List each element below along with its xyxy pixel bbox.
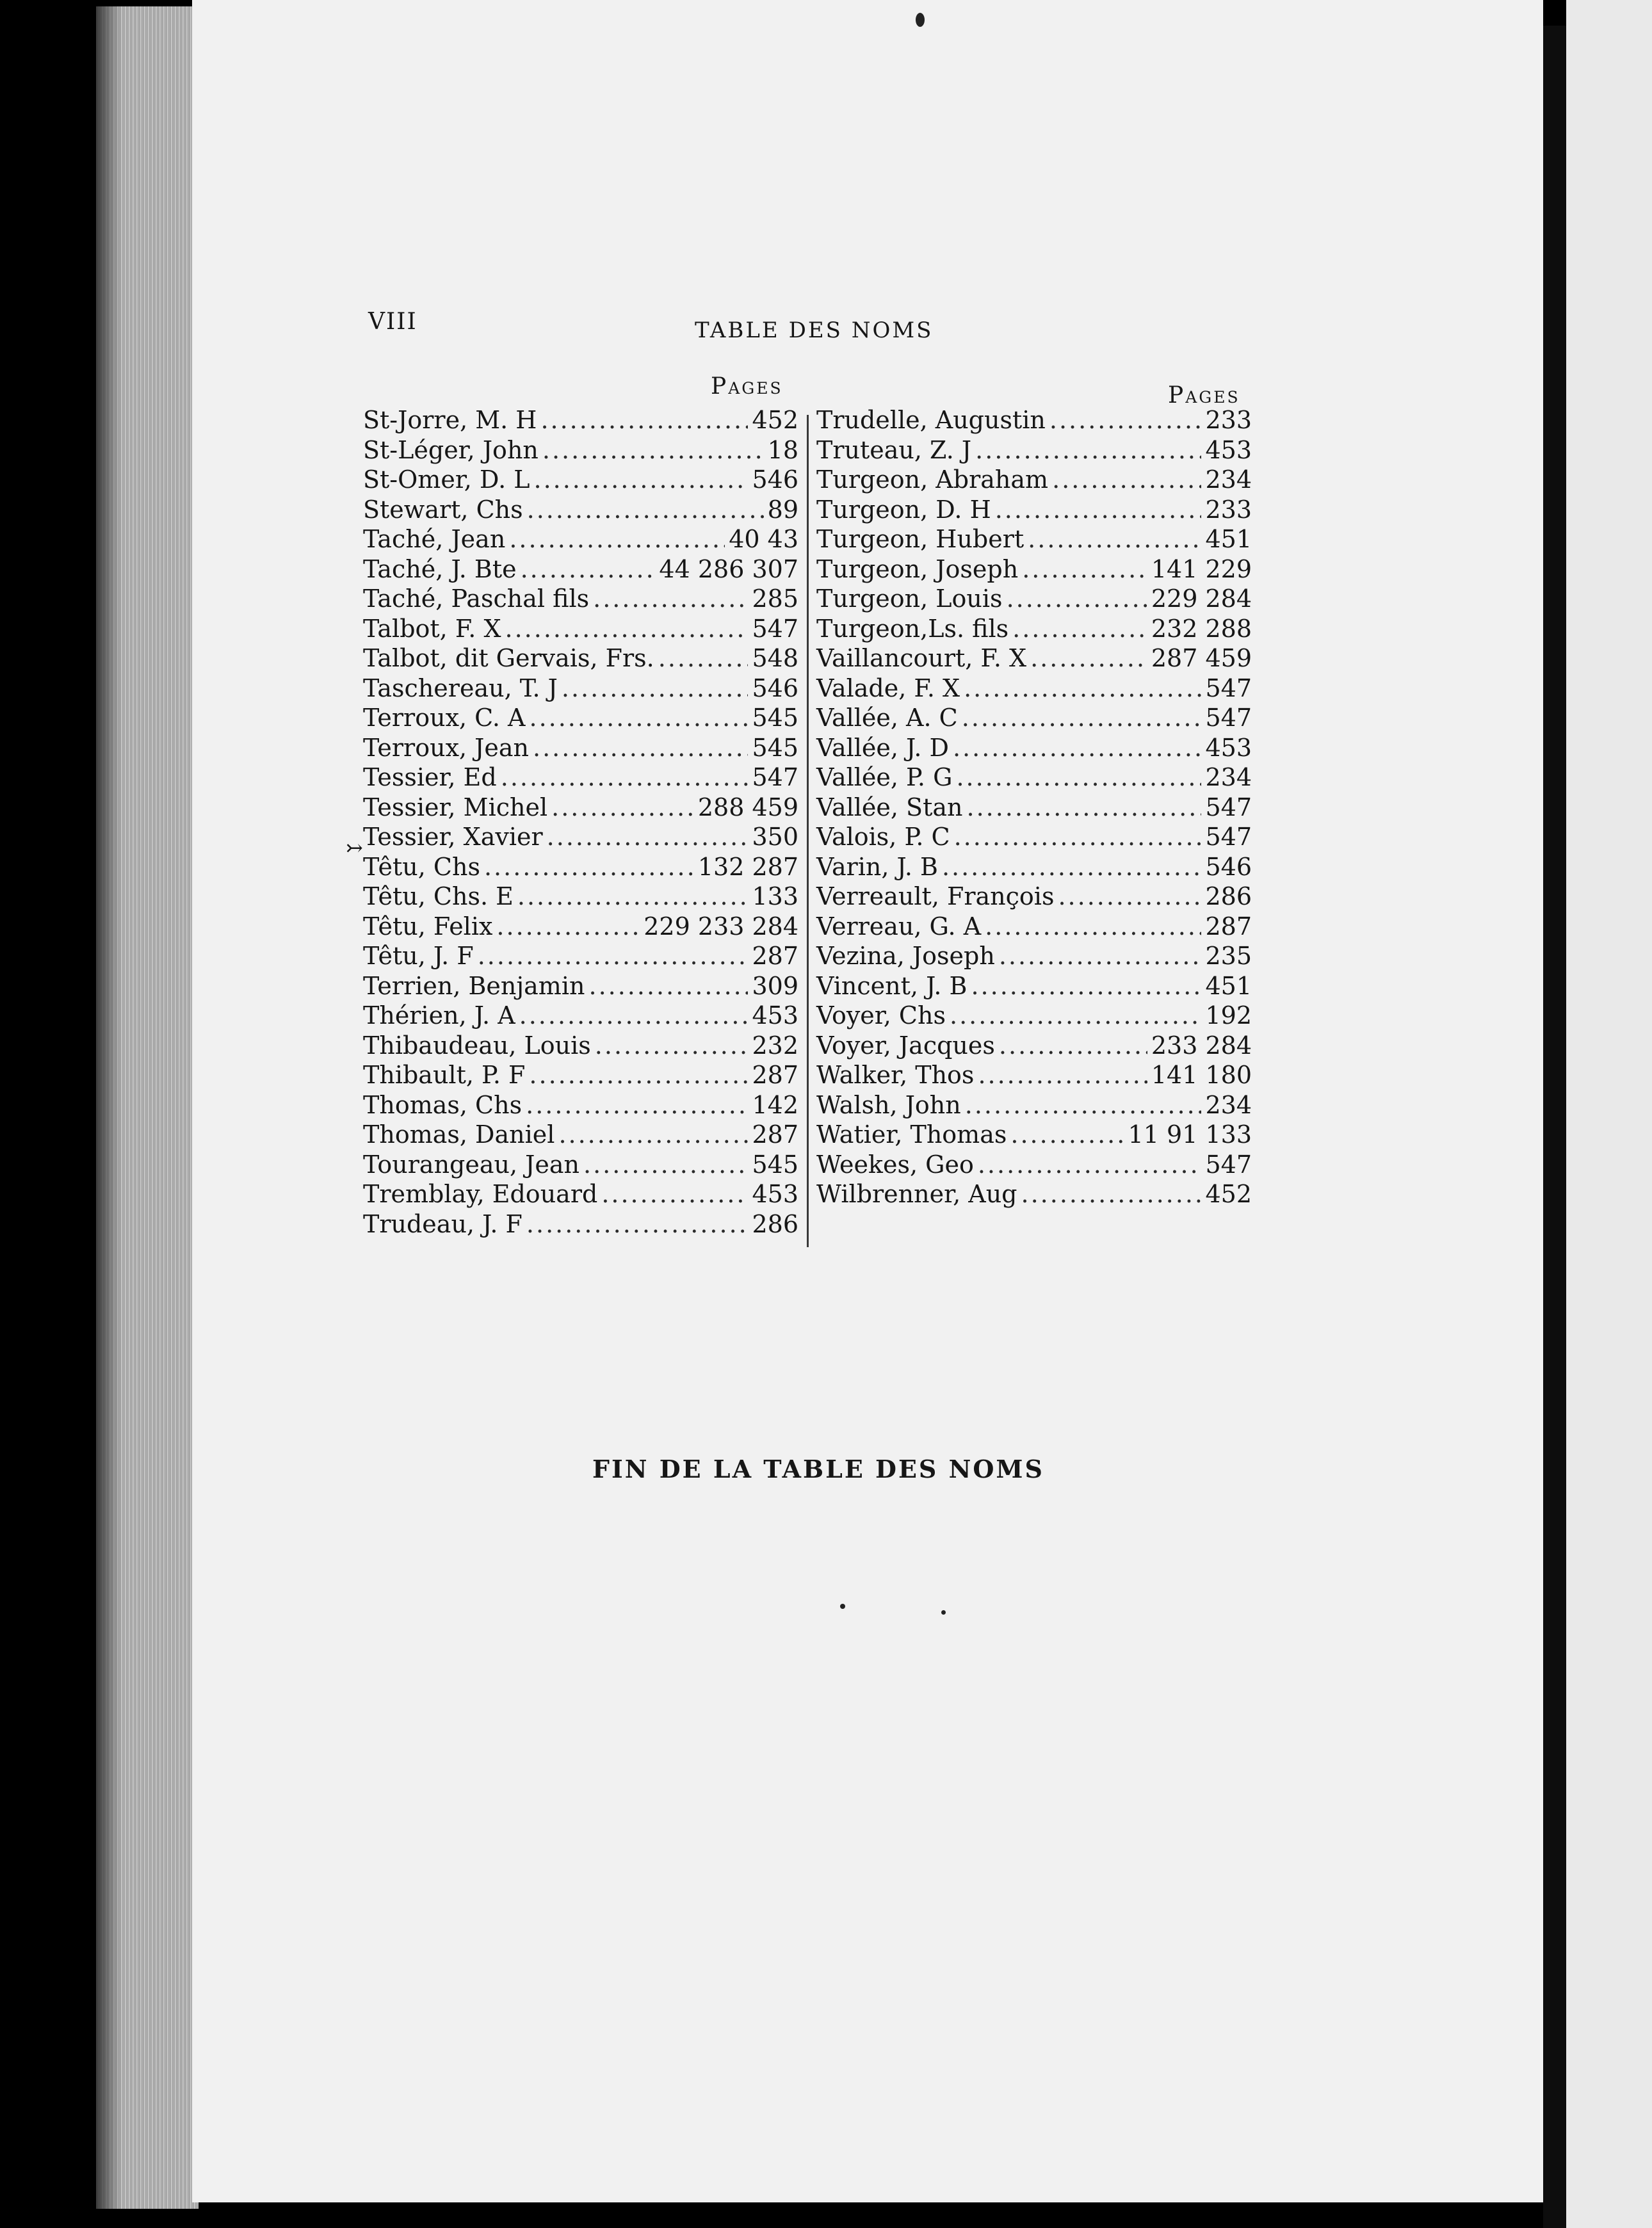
leader-dots (529, 703, 748, 733)
leader-dots (1030, 643, 1147, 674)
entry-pages: 18 (767, 435, 798, 464)
entry-name: Vallée, P. G (816, 763, 953, 791)
entry-name: Terroux, Jean (363, 733, 530, 762)
entry-pages: 309 (752, 971, 798, 1000)
column-divider (807, 415, 809, 1247)
entry-pages: 453 (752, 1001, 798, 1029)
entry-pages: 453 (1205, 733, 1252, 762)
entry-name: Thomas, Daniel (363, 1120, 555, 1149)
entry-name: Trudeau, J. F (363, 1209, 522, 1238)
entry-name: Varin, J. B (816, 852, 938, 881)
entry-pages: 453 (1205, 435, 1252, 464)
leader-dots (542, 435, 764, 465)
entry-pages: 234 (1205, 1090, 1252, 1119)
entry-pages: 547 (1205, 674, 1252, 702)
index-entry (363, 1120, 798, 1150)
entry-pages: 234 (1205, 465, 1252, 494)
entry-pages: 233 (1205, 406, 1252, 434)
entry-pages: 286 (1205, 882, 1252, 910)
entry-pages: 229 284 (1151, 585, 1252, 613)
index-entry (816, 554, 1252, 585)
entry-name: Turgeon, D. H (816, 495, 991, 524)
entry-pages: 451 (1205, 971, 1252, 1000)
index-entry (363, 882, 798, 912)
entry-name: Weekes, Geo (816, 1150, 974, 1179)
index-entry (816, 763, 1252, 793)
index-entry (816, 852, 1252, 882)
entry-name: Verreau, G. A (816, 912, 982, 940)
leader-dots (519, 1001, 749, 1031)
leader-dots (978, 1060, 1147, 1090)
leader-dots (595, 1031, 749, 1061)
entry-pages: 546 (752, 674, 798, 702)
leader-dots (995, 495, 1202, 525)
index-entry (816, 643, 1252, 674)
entry-pages: 192 (1205, 1001, 1252, 1029)
index-entry (363, 822, 798, 852)
ink-speck (941, 1610, 946, 1615)
index-entry (363, 793, 798, 823)
entry-name: Trudelle, Augustin (816, 406, 1046, 434)
entry-pages: 235 (1205, 942, 1252, 970)
entry-name: Vaillancourt, F. X (816, 644, 1027, 672)
entry-pages: 141 229 (1151, 554, 1252, 583)
running-head-title: TABLE DES NOMS (695, 318, 934, 343)
leader-dots (540, 405, 748, 435)
leader-dots (1028, 524, 1201, 554)
entry-name: Watier, Thomas (816, 1120, 1007, 1149)
entry-name: Vallée, J. D (816, 733, 949, 762)
entry-name: Taché, J. Bte (363, 554, 517, 583)
closing-title: FIN DE LA TABLE DES NOMS (592, 1455, 1044, 1483)
index-entry (816, 1001, 1252, 1031)
entry-name: Terrien, Benjamin (363, 971, 585, 1000)
entry-name: Thibaudeau, Louis (363, 1031, 591, 1060)
entry-pages: 142 (752, 1090, 798, 1119)
entry-name: Verreault, François (816, 882, 1055, 910)
entry-name: Walsh, John (816, 1090, 961, 1119)
entry-name: Têtu, J. F (363, 942, 474, 970)
entry-name: Thérien, J. A (363, 1001, 515, 1029)
facing-page-sliver (1566, 0, 1652, 2228)
index-entry (816, 703, 1252, 733)
index-entry (363, 614, 798, 644)
index-entry (816, 584, 1252, 614)
entry-name: Talbot, dit Gervais, Frs. (363, 644, 654, 672)
index-entry (816, 524, 1252, 554)
entry-name: Walker, Thos (816, 1061, 975, 1089)
leader-dots (593, 584, 748, 614)
index-entry (363, 941, 798, 971)
pages-column-label-left: Pages (711, 373, 783, 400)
entry-name: Taschereau, T. J (363, 674, 558, 702)
entry-name: St-Léger, John (363, 435, 539, 464)
entry-name: Vallée, Stan (816, 793, 963, 821)
leader-dots (1012, 614, 1147, 644)
leader-dots (496, 912, 640, 942)
leader-dots (954, 822, 1202, 852)
entry-pages: 547 (1205, 793, 1252, 821)
index-entry (363, 584, 798, 614)
entry-name: Taché, Paschal fils (363, 585, 590, 613)
index-entry (363, 1150, 798, 1180)
index-entry (816, 822, 1252, 852)
ink-speck (916, 13, 925, 27)
entry-name: Turgeon, Joseph (816, 554, 1019, 583)
index-entry (363, 1090, 798, 1120)
leader-dots (1022, 554, 1147, 585)
entry-pages: 234 (1205, 763, 1252, 791)
leader-dots (999, 941, 1202, 971)
entry-name: Têtu, Felix (363, 912, 493, 940)
leader-dots (975, 435, 1201, 465)
entry-pages: 545 (752, 1150, 798, 1179)
index-entry (363, 554, 798, 585)
page-edge-shadow (96, 6, 122, 2209)
index-column-left (363, 405, 811, 1239)
entry-name: Tourangeau, Jean (363, 1150, 579, 1179)
margin-arrow-mark: ↣ (346, 836, 363, 860)
leader-dots (978, 1150, 1202, 1180)
index-entry (363, 971, 798, 1001)
index-entry (363, 1179, 798, 1209)
entry-name: Terroux, C. A (363, 704, 526, 732)
entry-pages: 132 287 (697, 852, 798, 881)
index-entry (363, 1060, 798, 1090)
entry-name: Têtu, Chs. E (363, 882, 514, 910)
entry-pages: 545 (752, 704, 798, 732)
book-gutter (1543, 26, 1566, 2228)
index-entry (363, 405, 798, 435)
entry-name: Vezina, Joseph (816, 942, 995, 970)
entry-pages: 229 233 284 (644, 912, 798, 940)
entry-pages: 287 (752, 1120, 798, 1149)
leader-dots (962, 703, 1202, 733)
index-entry (816, 614, 1252, 644)
index-entry (363, 763, 798, 793)
entry-pages: 547 (1205, 1150, 1252, 1179)
index-entry (363, 495, 798, 525)
leader-dots (526, 1090, 748, 1120)
entry-pages: 232 (752, 1031, 798, 1060)
leader-dots (478, 941, 749, 971)
entry-name: Tessier, Ed (363, 763, 497, 791)
index-entry (816, 405, 1252, 435)
entry-name: Thibault, P. F (363, 1061, 526, 1089)
leader-dots (484, 852, 694, 882)
entry-pages: 285 (752, 585, 798, 613)
leader-dots (1010, 1120, 1124, 1150)
index-entry (816, 435, 1252, 465)
entry-name: St-Jorre, M. H (363, 406, 537, 434)
entry-name: Turgeon,Ls. fils (816, 614, 1009, 643)
index-entry (363, 1031, 798, 1061)
leader-dots (999, 1031, 1147, 1061)
leader-dots (658, 643, 749, 674)
index-entry (816, 1031, 1252, 1061)
leader-dots (533, 465, 748, 495)
entry-pages: 545 (752, 733, 798, 762)
leader-dots (527, 495, 764, 525)
ink-speck (840, 1604, 845, 1609)
leader-dots (505, 614, 749, 644)
leader-dots (965, 1090, 1202, 1120)
leader-dots (1007, 584, 1147, 614)
leader-dots (533, 733, 748, 763)
leader-dots (526, 1209, 749, 1239)
index-entry (816, 1150, 1252, 1180)
index-entry (363, 1001, 798, 1031)
entry-pages: 44 286 307 (659, 554, 798, 583)
leader-dots (942, 852, 1202, 882)
entry-pages: 452 (1205, 1180, 1252, 1208)
index-entry (816, 1179, 1252, 1209)
entry-pages: 452 (752, 406, 798, 434)
entry-pages: 547 (1205, 823, 1252, 851)
leader-dots (547, 822, 749, 852)
entry-pages: 89 (767, 495, 798, 524)
entry-name: Voyer, Chs (816, 1001, 946, 1029)
index-entry (363, 1209, 798, 1239)
index-entry (816, 912, 1252, 942)
leader-dots (956, 763, 1201, 793)
leader-dots (971, 971, 1201, 1001)
index-entry (363, 703, 798, 733)
entry-name: Tessier, Michel (363, 793, 548, 821)
leader-dots (551, 793, 694, 823)
index-entry (816, 495, 1252, 525)
index-entry (816, 1090, 1252, 1120)
entry-name: Turgeon, Louis (816, 585, 1003, 613)
index-entry (363, 674, 798, 704)
entry-name: Taché, Jean (363, 525, 506, 553)
entry-name: Turgeon, Hubert (816, 525, 1024, 553)
entry-pages: 547 (752, 614, 798, 643)
index-entry (816, 941, 1252, 971)
index-entry (816, 465, 1252, 495)
page-folio: VIII (368, 309, 417, 335)
leader-dots (1021, 1179, 1202, 1209)
index-entry (363, 733, 798, 763)
entry-name: Turgeon, Abraham (816, 465, 1049, 494)
leader-dots (517, 882, 749, 912)
leader-dots (588, 971, 748, 1001)
entry-pages: 288 459 (697, 793, 798, 821)
index-entry (363, 465, 798, 495)
entry-pages: 546 (752, 465, 798, 494)
entry-pages: 286 (752, 1209, 798, 1238)
leader-dots (966, 793, 1201, 823)
index-entry (363, 435, 798, 465)
entry-name: St-Omer, D. L (363, 465, 530, 494)
entry-pages: 133 (752, 882, 798, 910)
leader-dots (529, 1060, 748, 1090)
entry-pages: 547 (1205, 704, 1252, 732)
leader-dots (501, 763, 749, 793)
entry-pages: 287 (752, 1061, 798, 1089)
leader-dots (583, 1150, 748, 1180)
entry-pages: 233 284 (1151, 1031, 1252, 1060)
index-entry (816, 971, 1252, 1001)
leader-dots (601, 1179, 748, 1209)
entry-name: Thomas, Chs (363, 1090, 522, 1119)
entry-pages: 287 459 (1151, 644, 1252, 672)
entry-name: Truteau, Z. J (816, 435, 972, 464)
entry-name: Wilbrenner, Aug (816, 1180, 1017, 1208)
leader-dots (1052, 465, 1201, 495)
entry-pages: 350 (752, 823, 798, 851)
index-entry (816, 733, 1252, 763)
leader-dots (950, 1001, 1201, 1031)
entry-name: Valois, P. C (816, 823, 950, 851)
entry-pages: 287 (1205, 912, 1252, 940)
entry-pages: 232 288 (1151, 614, 1252, 643)
entry-name: Voyer, Jacques (816, 1031, 995, 1060)
entry-pages: 451 (1205, 525, 1252, 553)
entry-name: Tessier, Xavier (363, 823, 543, 851)
entry-pages: 548 (752, 644, 798, 672)
index-entry (363, 852, 798, 882)
index-entry (363, 643, 798, 674)
index-entry (816, 882, 1252, 912)
entry-pages: 233 (1205, 495, 1252, 524)
entry-pages: 453 (752, 1180, 798, 1208)
index-column-right (816, 405, 1265, 1209)
entry-pages: 287 (752, 942, 798, 970)
index-entry (816, 674, 1252, 704)
leader-dots (558, 1120, 748, 1150)
entry-pages: 40 43 (729, 525, 798, 553)
index-entry (363, 912, 798, 942)
leader-dots (1049, 405, 1202, 435)
leader-dots (953, 733, 1202, 763)
index-entry (816, 793, 1252, 823)
entry-name: Têtu, Chs (363, 852, 480, 881)
leader-dots (521, 554, 656, 585)
entry-name: Valade, F. X (816, 674, 960, 702)
entry-pages: 546 (1205, 852, 1252, 881)
index-entry (816, 1120, 1252, 1150)
leader-dots (985, 912, 1201, 942)
entry-pages: 141 180 (1151, 1061, 1252, 1089)
entry-pages: 11 91 133 (1128, 1120, 1252, 1149)
index-entry (816, 1060, 1252, 1090)
entry-name: Vallée, A. C (816, 704, 958, 732)
index-entry (363, 524, 798, 554)
entry-name: Talbot, F. X (363, 614, 501, 643)
entry-pages: 547 (752, 763, 798, 791)
leader-dots (964, 674, 1201, 704)
leader-dots (562, 674, 749, 704)
leader-dots (509, 524, 725, 554)
entry-name: Stewart, Chs (363, 495, 523, 524)
entry-name: Tremblay, Edouard (363, 1180, 598, 1208)
leader-dots (1058, 882, 1201, 912)
pages-column-label-right: Pages (1168, 382, 1240, 408)
entry-name: Vincent, J. B (816, 971, 968, 1000)
